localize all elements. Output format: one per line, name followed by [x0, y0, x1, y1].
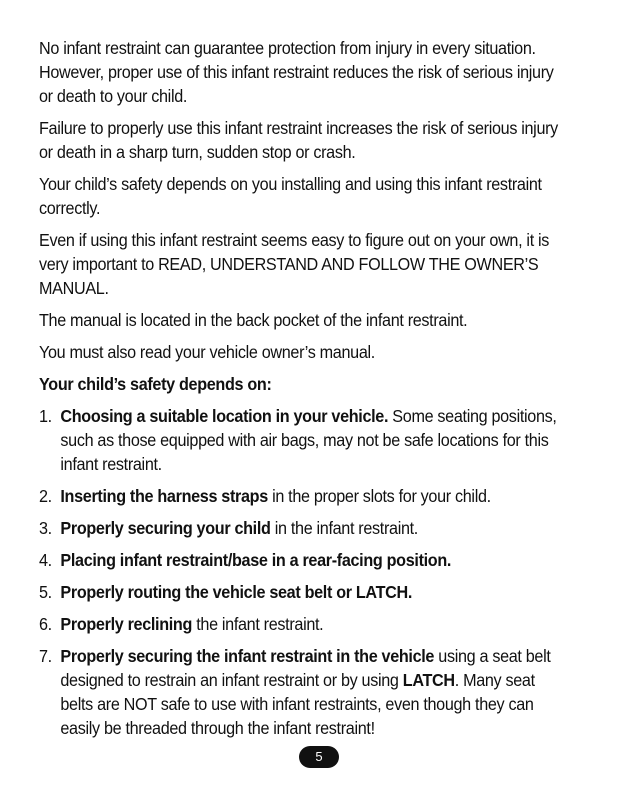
intro-paragraph-4: Even if using this infant restraint seems easy to figure out on your own, it is very important to READ, UNDERSTAND AND FOLLOW THE OWNER’S MANUAL. — [39, 230, 550, 298]
item-bold-text: Properly securing your child — [60, 518, 271, 538]
item-bold-text-latch: LATCH — [402, 670, 455, 690]
intro-paragraph-6: You must also read your vehicle owner’s manual. — [39, 342, 375, 362]
item-number: 7. — [39, 646, 52, 666]
item-bold-text: Properly routing the vehicle seat belt or LATCH. — [60, 582, 413, 602]
safety-heading: Your child’s safety depends on: — [39, 374, 272, 394]
item-text: Some seating positions, such as those equipped with air bags, may not be safe locations for this infant restraint. — [60, 406, 557, 474]
list-item — [39, 644, 569, 740]
item-bold-text: Choosing a suitable location in your vehicle. — [60, 406, 389, 426]
item-number: 1. — [39, 406, 52, 426]
list-item — [39, 516, 569, 540]
list-item — [39, 580, 569, 604]
item-number: 4. — [39, 550, 52, 570]
item-number: 2. — [39, 486, 52, 506]
list-item — [39, 612, 569, 636]
item-text-continued: . Many seat belts are NOT safe to use with infant restraints, even though they can easily be threaded through the infant restraint! — [60, 670, 535, 738]
intro-paragraph-2: Failure to properly use this infant restraint increases the risk of serious injury or death in a sharp turn, sudden stop or crash. — [39, 118, 558, 162]
item-bold-text: Inserting the harness straps — [60, 486, 268, 506]
safety-list — [39, 404, 569, 740]
intro-paragraph-1: No infant restraint can guarantee protection from injury in every situation. However, proper use of this infant restraint reduces the risk of serious injury or death to your child. — [39, 38, 554, 106]
item-bold-text: Properly securing the infant restraint in the vehicle — [60, 646, 435, 666]
item-number: 5. — [39, 582, 52, 602]
intro-paragraph-3: Your child’s safety depends on you installing and using this infant restraint correctly. — [39, 174, 542, 218]
item-number: 3. — [39, 518, 52, 538]
item-bold-text: Placing infant restraint/base in a rear-facing position. — [60, 550, 452, 570]
item-number: 6. — [39, 614, 52, 634]
list-item — [39, 404, 569, 476]
item-bold-text: Properly reclining — [60, 614, 193, 634]
item-text: using a seat belt designed to restrain an infant restraint or by using — [60, 646, 551, 690]
manual-page — [39, 36, 569, 748]
item-text: in the proper slots for your child. — [267, 486, 491, 506]
item-text: the infant restraint. — [192, 614, 324, 634]
list-item — [39, 484, 569, 508]
page-number-badge: 5 — [299, 746, 339, 768]
list-item — [39, 548, 569, 572]
item-text: in the infant restraint. — [270, 518, 418, 538]
intro-paragraph-5: The manual is located in the back pocket of the infant restraint. — [39, 310, 468, 330]
